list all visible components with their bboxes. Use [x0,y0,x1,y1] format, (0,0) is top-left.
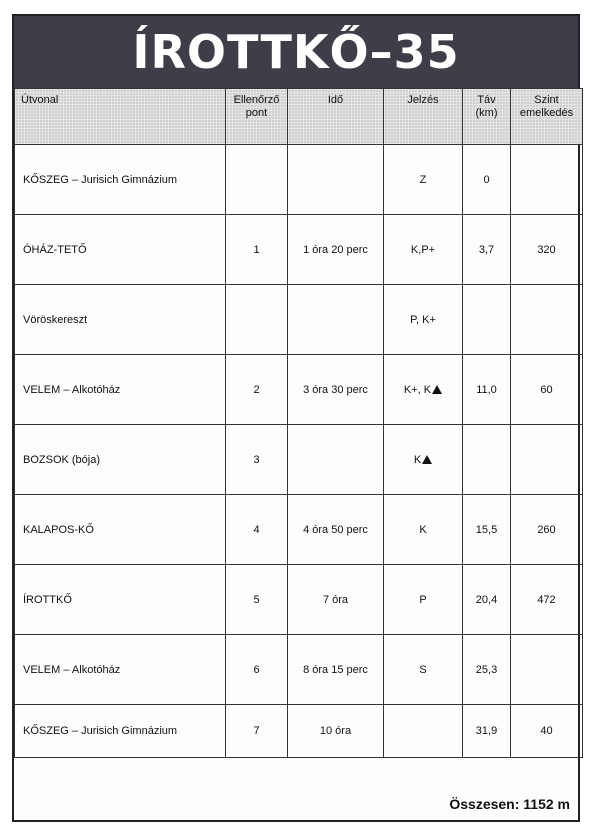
cell-mark [384,635,463,705]
cell-climb [511,635,583,705]
cell-checkpoint [226,495,288,565]
cell-climb-text: 40 [540,725,553,737]
header-checkpoint: Ellenőrző pont [226,89,288,145]
cell-climb [511,285,583,355]
cell-checkpoint [226,425,288,495]
cell-time [288,635,384,705]
cell-climb [511,215,583,285]
cell-route [15,495,226,565]
table-row [15,215,583,285]
cell-checkpoint-text: 3 [253,453,260,466]
cell-time [288,565,384,635]
cell-route [15,705,226,758]
cell-distance [463,145,511,215]
cell-climb-text: 60 [540,383,553,396]
cell-mark-text: Z [419,173,427,186]
cell-climb-text: 320 [537,243,556,256]
cell-distance-text: 25,3 [475,663,498,676]
cell-distance-text: 31,9 [475,725,498,737]
triangle-icon [432,385,442,394]
cell-checkpoint-text: 4 [253,523,260,536]
cell-mark [384,425,463,495]
cell-checkpoint [226,355,288,425]
cell-mark-text: P, K+ [410,313,436,326]
cell-time-text: 1 óra 20 perc [303,243,368,256]
cell-route [15,565,226,635]
cell-time [288,355,384,425]
cell-distance [463,495,511,565]
cell-route [15,285,226,355]
cell-time-text: 4 óra 50 perc [303,523,368,536]
title-banner [14,16,578,88]
cell-climb [511,705,583,758]
cell-route-text: KŐSZEG – Jurisich Gimnázium [23,173,178,186]
cell-distance [463,215,511,285]
page-title: ÍROTTKŐ–35 [132,25,460,79]
cell-route [15,145,226,215]
cell-distance-text: 15,5 [475,523,498,536]
cell-time-text: 7 óra [322,593,349,606]
cell-distance-text: 0 [483,173,490,186]
cell-distance [463,285,511,355]
table-row [15,565,583,635]
cell-climb-text: 260 [537,523,556,536]
cell-mark-text: K+, K [403,383,432,396]
table-row [15,355,583,425]
cell-time-text: 3 óra 30 perc [303,383,368,396]
table-row [15,705,583,758]
cell-time [288,495,384,565]
cell-mark-text: K [419,523,427,536]
cell-mark [384,285,463,355]
cell-time [288,285,384,355]
table-row [15,635,583,705]
header-climb: Szint emelkedés [511,89,583,145]
cell-checkpoint [226,705,288,758]
cell-mark-text: K [413,453,422,466]
cell-mark-text: K,P+ [410,243,436,256]
cell-time-text: 10 óra [319,725,352,737]
cell-checkpoint [226,215,288,285]
cell-distance-text: 11,0 [476,383,497,396]
cell-route-text: VELEM – Alkotóház [23,663,121,676]
cell-route [15,425,226,495]
cell-climb-text: 472 [537,593,556,606]
table-row [15,495,583,565]
cell-climb [511,355,583,425]
cell-mark [384,495,463,565]
table-row [15,285,583,355]
cell-distance-text: 20,4 [475,593,498,606]
cell-route [15,635,226,705]
cell-mark [384,215,463,285]
cell-distance [463,565,511,635]
cell-climb [511,145,583,215]
cell-mark [384,705,463,758]
cell-checkpoint-text: 6 [253,663,260,676]
cell-checkpoint [226,635,288,705]
cell-mark [384,355,463,425]
cell-checkpoint-text: 7 [253,725,260,737]
cell-checkpoint [226,145,288,215]
cell-route-text: ÓHÁZ-TETŐ [23,243,87,256]
cell-time [288,145,384,215]
cell-time [288,215,384,285]
route-sheet [12,14,580,822]
cell-checkpoint-text: 1 [253,243,260,256]
cell-checkpoint [226,565,288,635]
cell-route-text: BOZSOK (bója) [23,453,101,466]
cell-distance-text: 3,7 [478,243,495,256]
route-table [14,88,583,758]
cell-distance [463,635,511,705]
cell-time [288,705,384,758]
cell-time [288,425,384,495]
table-row [15,145,583,215]
cell-checkpoint [226,285,288,355]
header-row [15,89,583,145]
header-distance: Táv (km) [463,89,511,145]
cell-checkpoint-text: 5 [253,593,260,606]
header-mark: Jelzés [384,89,463,145]
triangle-icon [422,455,432,464]
cell-route [15,355,226,425]
cell-route-text: KŐSZEG – Jurisich Gimnázium [23,725,178,737]
cell-time-text: 8 óra 15 perc [303,663,368,676]
total-climb: Összesen: 1152 m [449,796,570,812]
cell-route-text: ÍROTTKŐ [23,593,72,606]
cell-route [15,215,226,285]
header-time: Idő [288,89,384,145]
cell-route-text: KALAPOS-KŐ [23,523,94,536]
cell-distance [463,705,511,758]
cell-route-text: Vöröskereszt [23,313,88,326]
cell-climb [511,565,583,635]
cell-climb [511,495,583,565]
cell-distance [463,425,511,495]
cell-climb [511,425,583,495]
cell-checkpoint-text: 2 [253,383,260,396]
cell-mark [384,565,463,635]
header-route: Útvonal [15,89,226,145]
cell-mark-text: P [419,593,427,606]
cell-mark-text: S [419,663,427,676]
cell-distance [463,355,511,425]
table-row [15,425,583,495]
cell-route-text: VELEM – Alkotóház [23,383,121,396]
cell-mark [384,145,463,215]
